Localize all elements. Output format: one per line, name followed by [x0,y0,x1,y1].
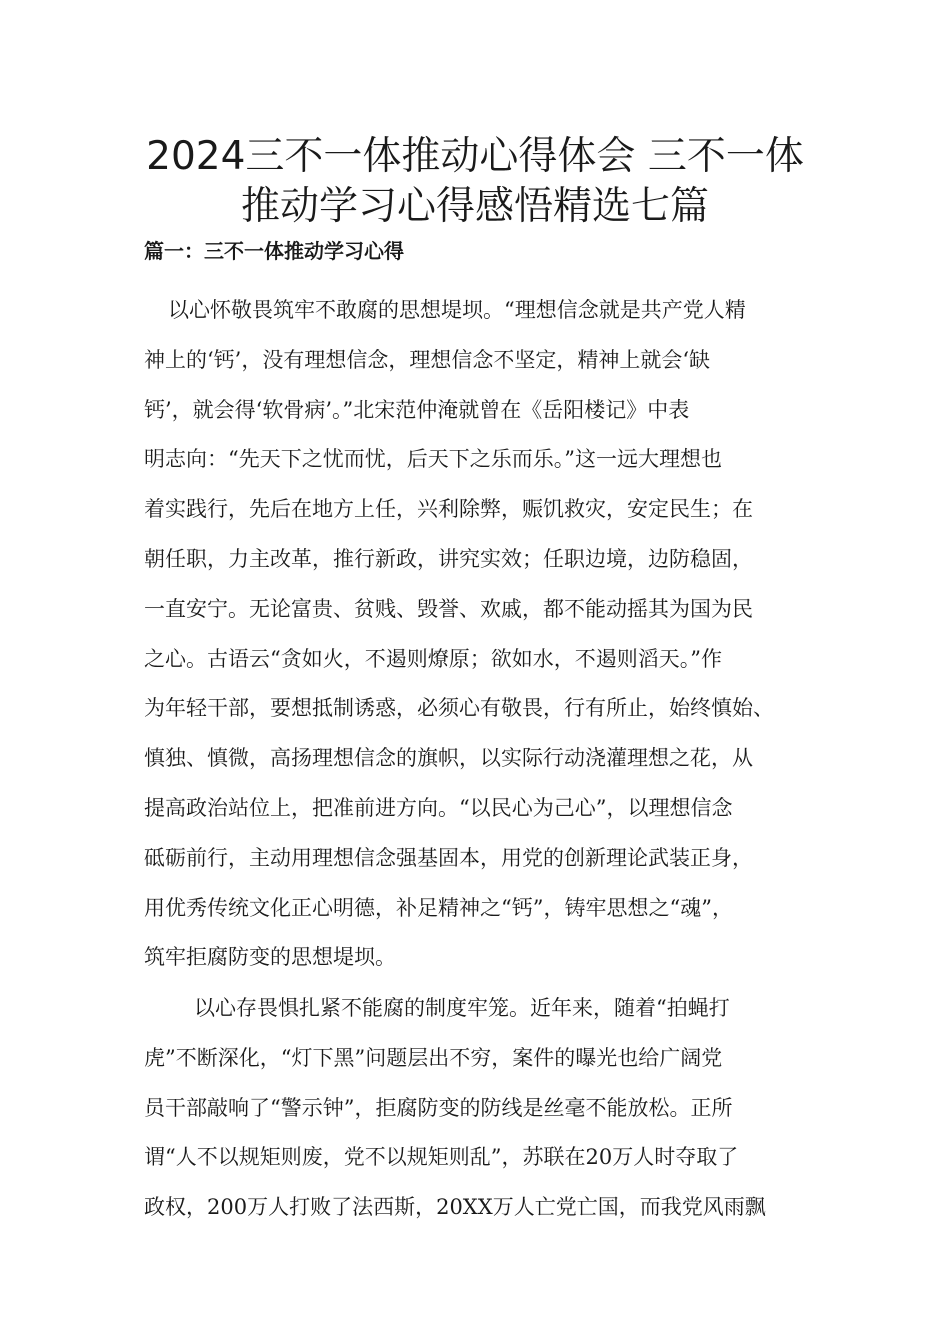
paragraph-line: 虎”不断深化，“灯下黑”问题层出不穷，案件的曝光也给广阔党 [144,1045,723,1070]
paragraph-line: 钙’，就会得‘软骨病’。”北宋范仲淹就曾在《岳阳楼记》中表 [144,397,690,422]
paragraph-line: 着实践行，先后在地方上任，兴利除弊，赈饥救灾，安定民生；在 [144,497,753,522]
paragraph-line: 筑牢拒腐防变的思想堤坝。 [144,945,396,970]
paragraph-line: 明志向：“先天下之忧而忧，后天下之乐而乐。”这一远大理想也 [144,447,722,472]
paragraph-line: 员干部敲响了“警示钟”，拒腐防变的防线是丝毫不能放松。正所 [144,1095,733,1120]
paragraph-1 [144,286,834,983]
paragraph-line: 为年轻干部，要想抵制诱惑，必须心有敬畏，行有所止，始终慎始、 [144,696,774,721]
paragraph-line: 之心。古语云“贪如火，不遏则燎原；欲如水，不遏则滔天。”作 [144,646,722,671]
paragraph-line: 谓“人不以规矩则废，党不以规矩则乱”，苏联在20万人时夺取了 [144,1145,739,1170]
paragraph-2 [144,984,834,1233]
document-title-line-2: 推动学习心得感悟精选七篇 [240,184,709,229]
paragraph-line: 一直安宁。无论富贵、贫贱、毁誉、欢戚，都不能动摇其为国为民 [144,596,753,621]
paragraph-line: 砥砺前行，主动用理想信念强基固本，用党的创新理论武装正身， [144,845,753,870]
document-title-line-1: 2024三不一体推动心得体会 三不一体 [146,134,804,179]
paragraph-line: 用优秀传统文化正心明德，补足精神之“钙”，铸牢思想之“魂”， [144,895,733,920]
paragraph-line: 朝任职，力主改革，推行新政，讲究实效；任职边境，边防稳固， [144,546,753,571]
paragraph-line: 政权，200万人打败了法西斯，20XX万人亡党亡国，而我党风雨飘 [144,1195,766,1220]
paragraph-line: 慎独、慎微，高扬理想信念的旗帜，以实际行动浇灌理想之花，从 [144,746,753,771]
paragraph-line: 提高政治站位上，把准前进方向。“以民心为己心”，以理想信念 [144,795,733,820]
paragraph-line: 以心存畏惧扎紧不能腐的制度牢笼。近年来，随着“拍蝇打 [194,996,730,1020]
paragraph-line: 以心怀敬畏筑牢不敢腐的思想堤坝。“理想信念就是共产党人精 [168,298,746,322]
paragraph-line: 神上的‘钙’，没有理想信念，理想信念不坚定，精神上就会‘缺 [144,347,711,372]
section-heading: 篇一：三不一体推动学习心得 [144,239,404,263]
